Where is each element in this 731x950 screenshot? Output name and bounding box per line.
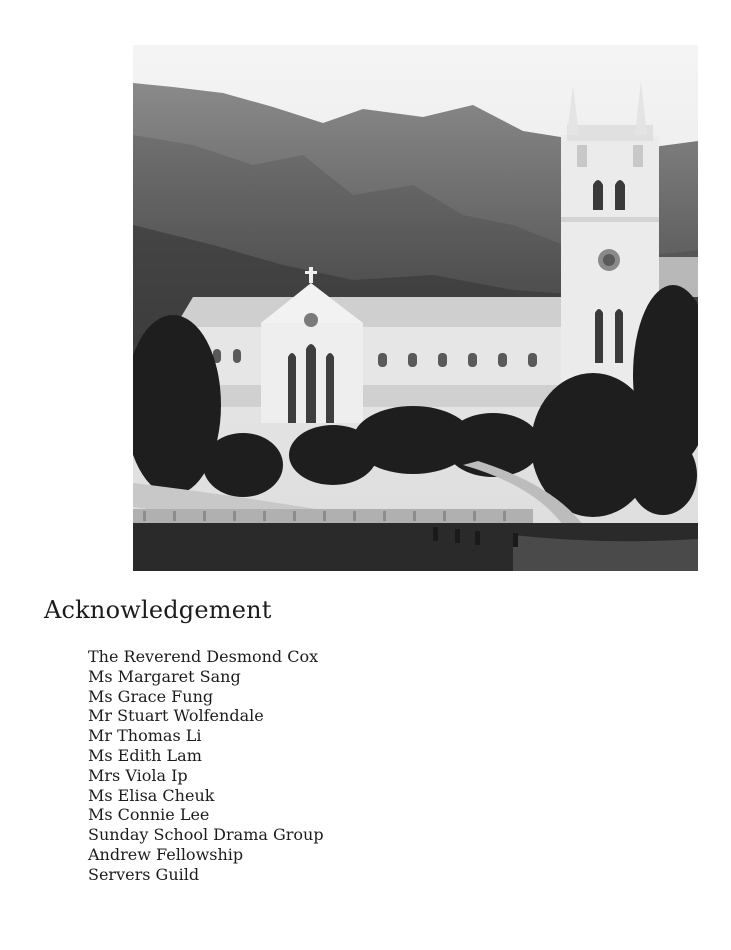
church-photograph [133, 45, 698, 571]
list-item: Ms Elisa Cheuk [88, 785, 215, 805]
list-item: Mrs Viola Ip [88, 765, 188, 785]
list-item: Ms Edith Lam [88, 745, 202, 765]
section-heading: Acknowledgement [44, 596, 272, 624]
list-item: Servers Guild [88, 864, 200, 884]
list-item: Ms Margaret Sang [88, 666, 241, 686]
list-item: Mr Thomas Li [88, 726, 202, 746]
list-item: Ms Grace Fung [88, 686, 214, 706]
list-item: Sunday School Drama Group [88, 825, 324, 845]
list-item: Mr Stuart Wolfendale [88, 706, 264, 726]
list-item: The Reverend Desmond Cox [88, 647, 319, 666]
list-item: Andrew Fellowship [88, 844, 244, 864]
acknowledgement-list [88, 647, 324, 885]
list-item: Ms Connie Lee [88, 805, 210, 825]
